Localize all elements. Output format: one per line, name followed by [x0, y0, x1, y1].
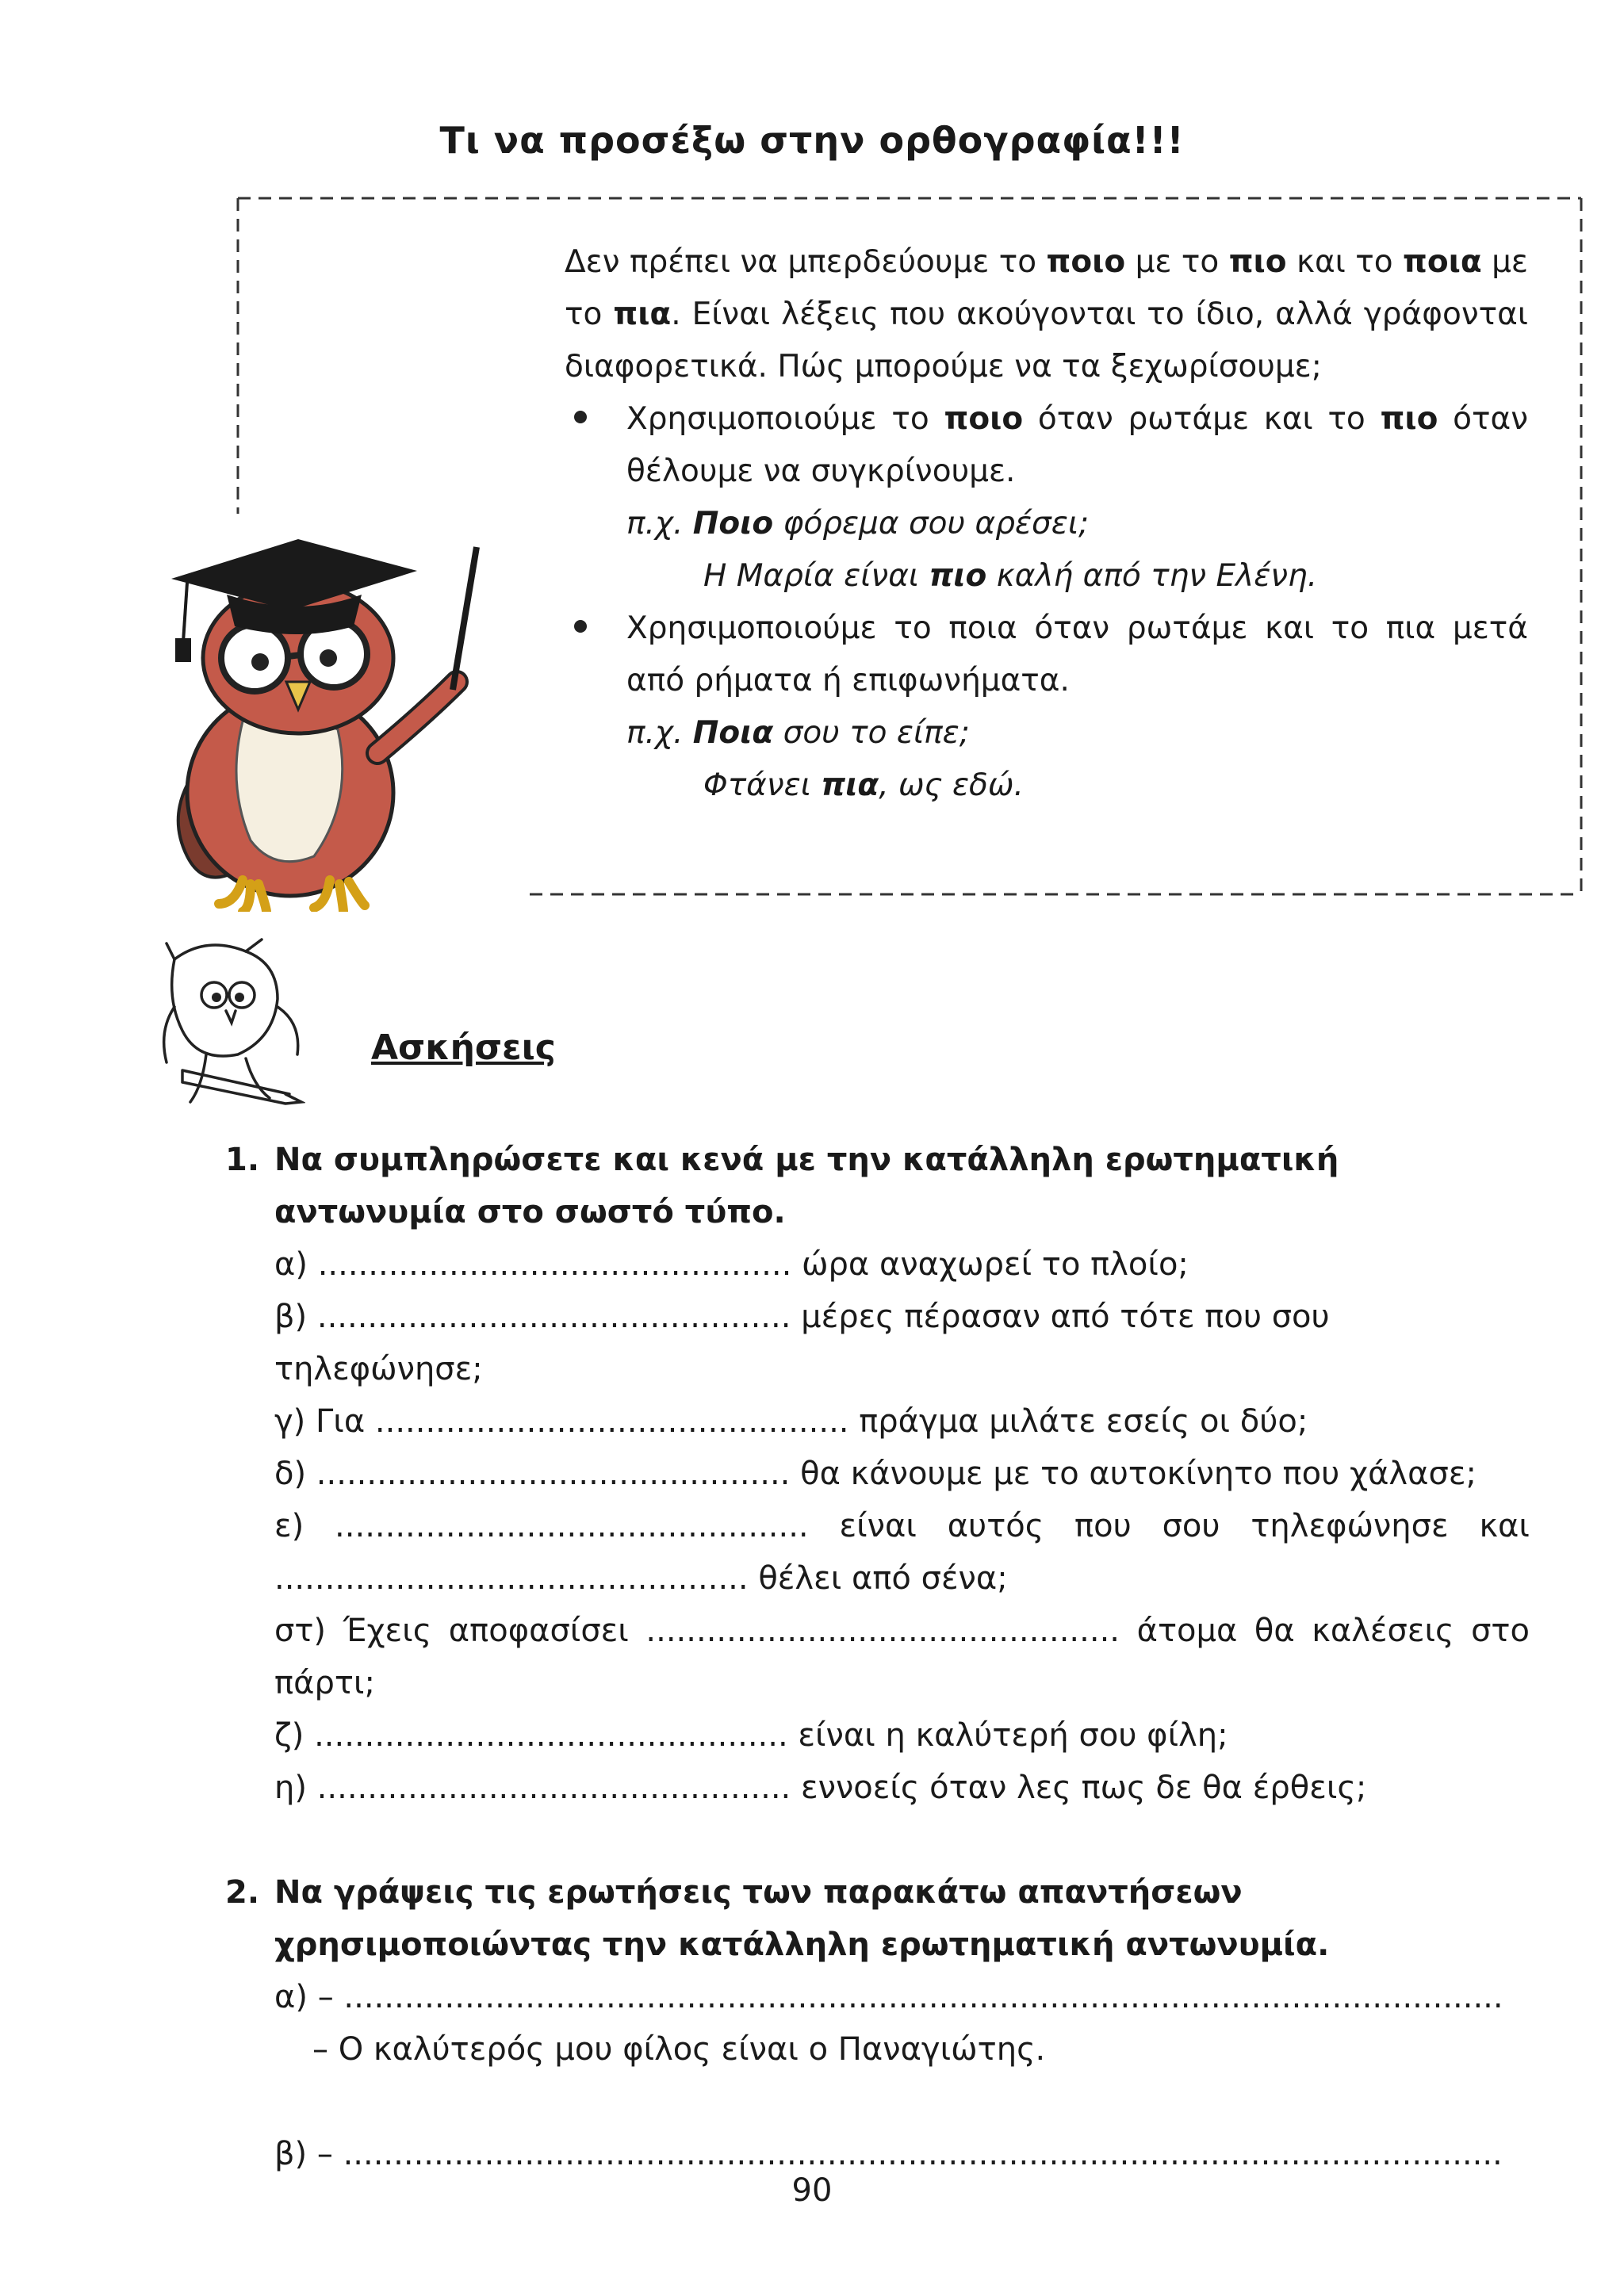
exercise-2-item-a-answer: – Ο καλύτερός μου φίλος είναι ο Παναγιώτης. [312, 2031, 1046, 2068]
pencil-owl-illustration [159, 936, 305, 1110]
exercise-1-item-z: ζ) ............................................... είναι η καλύτερή σου φίλη; [274, 1717, 1228, 1754]
exercise-1-item-e: ε) ............................................... είναι αυτός που σου τηλεφώνησε και [274, 1508, 1530, 1544]
page-number: 90 [791, 2172, 833, 2209]
rule-bullet-1: Χρησιμοποιούμε το ποιο όταν ρωτάμε και το πιο όταν θέλουμε να συγκρίνουμε. [565, 393, 1528, 498]
exercise-1-prompt: 1. Να συμπληρώσετε και κενά με την κατάλληλη ερωτηματική αντωνυμία στο σωστό τύπο. [225, 1142, 1339, 1230]
teacher-owl-illustration [155, 523, 520, 912]
page-title: Τι να προσέξω στην ορθογραφία!!! [439, 119, 1185, 162]
exercise-2-item-b: β) – ................................................................................................................... [274, 2136, 1503, 2172]
exercise-1-item-st-line2: πάρτι; [274, 1665, 375, 1701]
exercise-2-item-a: α) – ................................................................................................................... [274, 1979, 1503, 2015]
example-1: π.χ. Ποιο φόρεμα σου αρέσει; [626, 506, 1090, 541]
bullet-icon [574, 411, 587, 423]
rule-text [565, 236, 1528, 812]
rule-intro: Δεν πρέπει να μπερδεύουμε το ποιο με το πιο και το ποια με το πια. Είναι λέξεις που ακούγονται το ίδιο, αλλά γράφονται διαφορετικά. Πώς μπορούμε να τα ξεχωρίσουμε; [565, 244, 1528, 385]
exercise-1-item-e-line2: ............................................... θέλει από σένα; [274, 1560, 1008, 1597]
example-4: Φτάνει πια, ως εδώ. [703, 767, 1024, 803]
exercise-1-item-h: η) ............................................... εννοείς όταν λες πως δε θα έρθεις; [274, 1770, 1367, 1806]
exercise-1-item-a: α) ............................................... ώρα αναχωρεί το πλοίο; [274, 1246, 1189, 1283]
exercise-1-item-b: β) ............................................... μέρες πέρασαν από τότε που σου τηλεφώνησε; [274, 1299, 1330, 1387]
exercise-1-item-c: γ) Για ............................................... πράγμα μιλάτε εσείς οι δύο; [274, 1403, 1308, 1440]
exercise-1-item-d: δ) ............................................... θα κάνουμε με το αυτοκίνητο που χάλασε; [274, 1456, 1477, 1492]
exercises-heading: Ασκήσεις [371, 1027, 556, 1068]
example-2: Η Μαρία είναι πιο καλή από την Ελένη. [703, 558, 1318, 594]
exercises-section [225, 1134, 1530, 2180]
exercise-1-item-st: στ) Έχεις αποφασίσει ............................................... άτομα θα καλέσεις στο [274, 1613, 1530, 1649]
bullet-icon [574, 620, 587, 633]
example-3: π.χ. Ποια σου το είπε; [626, 715, 970, 751]
rule-bullet-2: Χρησιμοποιούμε το ποια όταν ρωτάμε και το πια μετά από ρήματα ή επιφωνήματα. [565, 603, 1528, 707]
exercise-2-prompt: 2. Να γράψεις τις ερωτήσεις των παρακάτω απαντήσεων χρησιμοποιώντας την κατάλληλη ερωτηματική αντωνυμία. [225, 1874, 1330, 1963]
